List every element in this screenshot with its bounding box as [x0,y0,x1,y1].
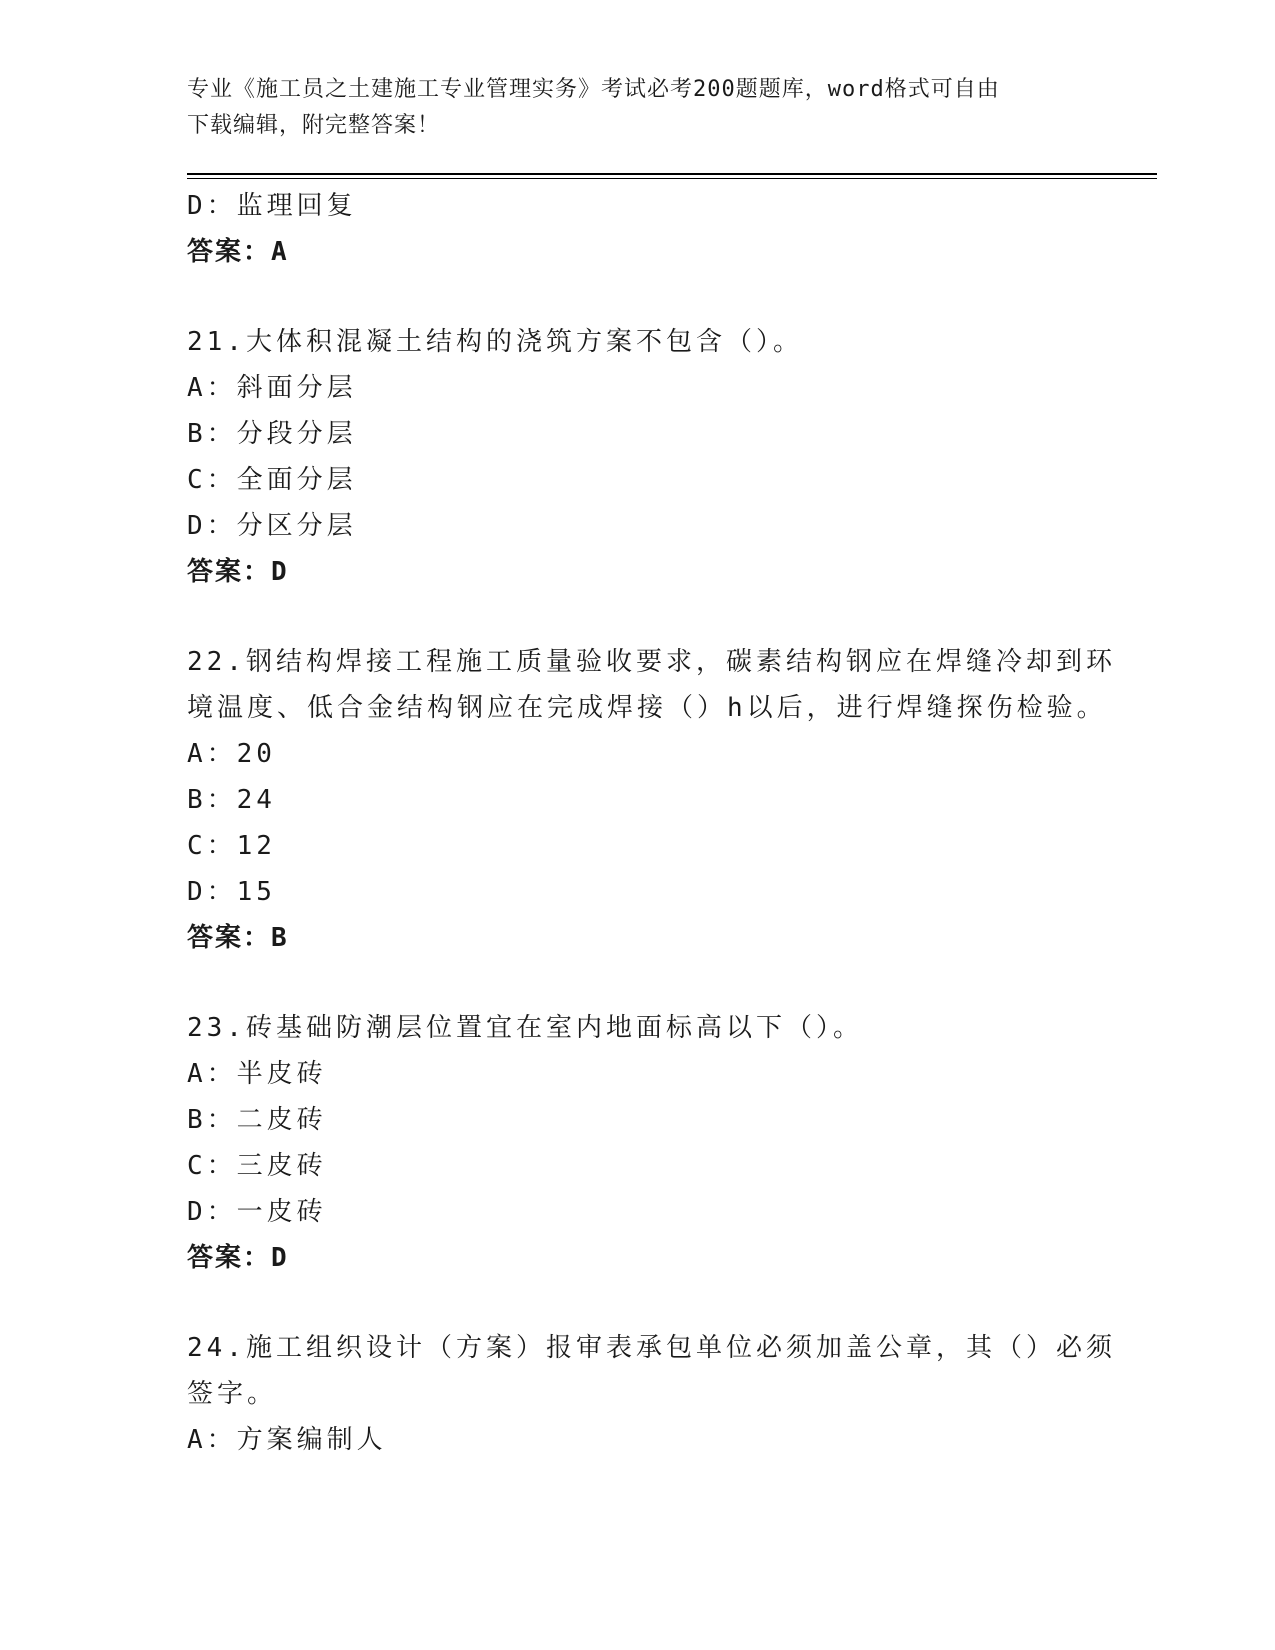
question-stem: 21.大体积混凝土结构的浇筑方案不包含（）。 [187,327,803,357]
question-21 [187,319,1157,595]
option-d: D：分区分层 [187,511,357,541]
header-divider [187,173,1157,179]
answer-line: 答案：B [187,923,289,953]
question-22 [187,639,1157,961]
answer-line: 答案：A [187,237,289,267]
option-d: D：15 [187,877,276,907]
option-a: A：方案编制人 [187,1425,387,1455]
option-b: B：24 [187,785,276,815]
option-a: A：半皮砖 [187,1059,327,1089]
question-stem-line-2: 境温度、低合金结构钢应在完成焊接（）h以后，进行焊缝探伤检验。 [187,693,1107,723]
question-24 [187,1325,1157,1463]
document-page [187,72,1157,1463]
answer-line: 答案：D [187,1243,289,1273]
option-c: C：三皮砖 [187,1151,327,1181]
option-a: A：20 [187,739,276,769]
header-line-1: 专业《施工员之土建施工专业管理实务》考试必考200题题库，word格式可自由 [187,77,1000,102]
previous-question-tail [187,183,1157,275]
question-stem-line-1: 22.钢结构焊接工程施工质量验收要求，碳素结构钢应在焊缝冷却到环 [187,647,1116,677]
option-c: C：全面分层 [187,465,357,495]
question-stem-line-2: 签字。 [187,1379,278,1409]
question-stem-line-1: 24.施工组织设计（方案）报审表承包单位必须加盖公章，其（）必须 [187,1333,1116,1363]
question-stem: 23.砖基础防潮层位置宜在室内地面标高以下（）。 [187,1013,863,1043]
option-a: A：斜面分层 [187,373,357,403]
option-d: D：监理回复 [187,191,357,221]
question-23 [187,1005,1157,1281]
option-d: D：一皮砖 [187,1197,327,1227]
option-b: B：分段分层 [187,419,357,449]
document-header [187,72,1157,144]
option-b: B：二皮砖 [187,1105,327,1135]
option-c: C：12 [187,831,276,861]
answer-line: 答案：D [187,557,289,587]
header-line-2: 下载编辑，附完整答案！ [187,113,441,138]
